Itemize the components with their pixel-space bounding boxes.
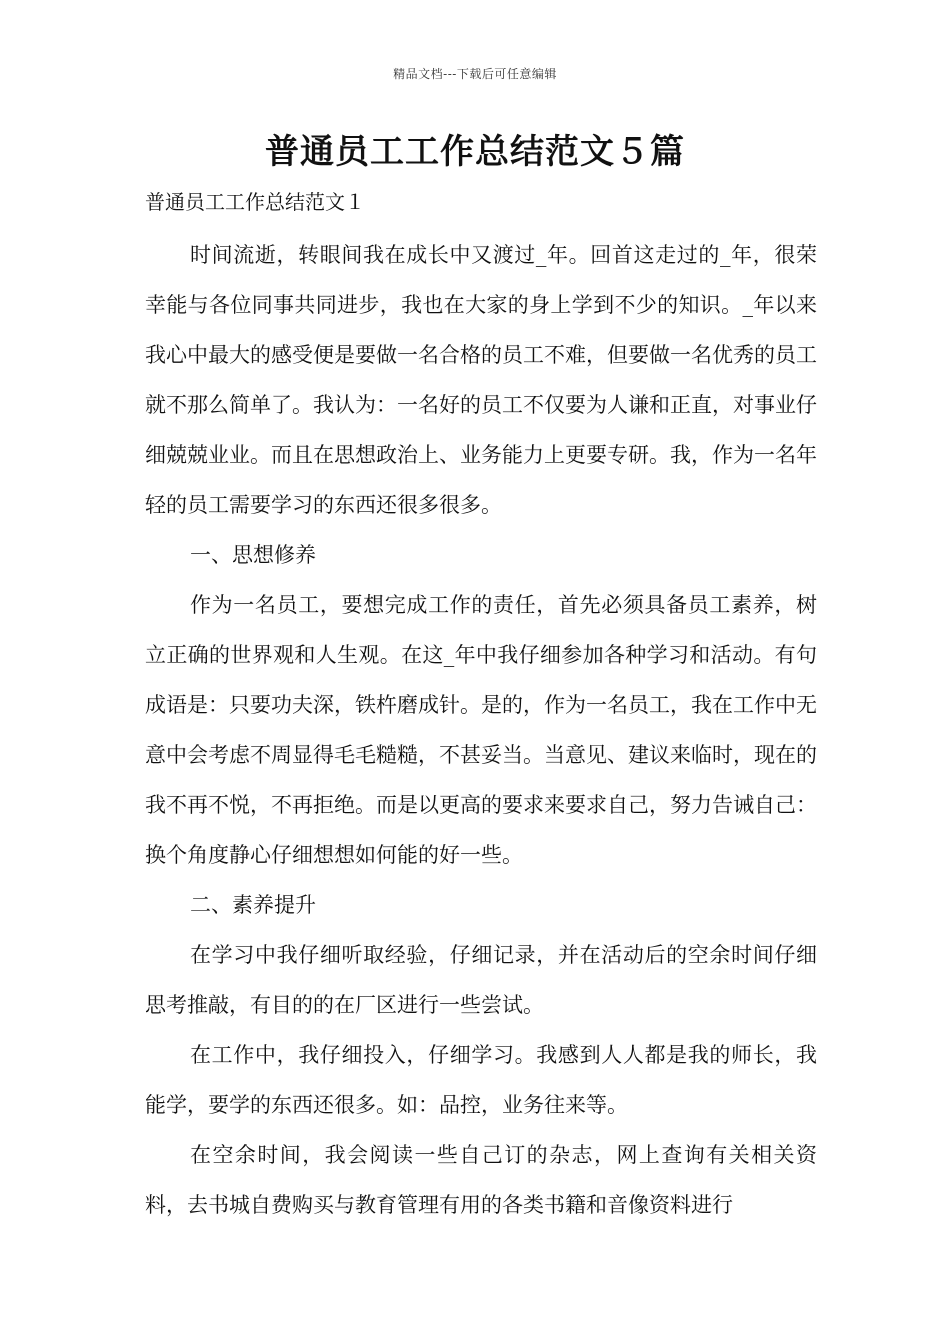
section-heading-thought: 一、思想修养	[190, 543, 316, 567]
paragraph-work: 在工作中，我仔细投入，仔细学习。我感到人人都是我的师长，我能学，要学的东西还很多。如：品控，业务往来等。	[145, 1043, 817, 1117]
document-subtitle: 普通员工工作总结范文１	[145, 190, 365, 214]
paragraph-intro: 时间流逝，转眼间我在成长中又渡过_年。回首这走过的_年，很荣幸能与各位同事共同进步，我也在大家的身上学到不少的知识。_年以来我心中最大的感受便是要做一名合格的员工不难，但要做一名优秀的员工就不那么简单了。我认为：一名好的员工不仅要为人谦和正直，对事业仔细兢兢业业。而且在思想政治上、业务能力上更要专研。我，作为一名年轻的员工需要学习的东西还很多很多。	[145, 243, 817, 517]
document-body	[145, 184, 817, 1230]
paragraph-thought: 作为一名员工，要想完成工作的责任，首先必须具备员工素养，树立正确的世界观和人生观。在这_年中我仔细参加各种学习和活动。有句成语是：只要功夫深，铁杵磨成针。是的，作为一名员工，我在工作中无意中会考虑不周显得毛毛糙糙，不甚妥当。当意见、建议来临时，现在的我不再不悦，不再拒绝。而是以更高的要求来要求自己，努力告诫自己：换个角度静心仔细想想如何能的好一些。	[145, 593, 817, 867]
section-heading-quality: 二、素养提升	[190, 893, 316, 917]
paragraph-study: 在学习中我仔细听取经验，仔细记录，并在活动后的空余时间仔细思考推敲，有目的的在厂区进行一些尝试。	[145, 943, 817, 1017]
paragraph-spare-time: 在空余时间，我会阅读一些自己订的杂志，网上查询有关相关资料，去书城自费购买与教育管理有用的各类书籍和音像资料进行	[145, 1143, 817, 1217]
header-note: 精品文档---下载后可任意编辑	[393, 67, 557, 81]
document-title: 普通员工工作总结范文５篇	[265, 132, 685, 172]
